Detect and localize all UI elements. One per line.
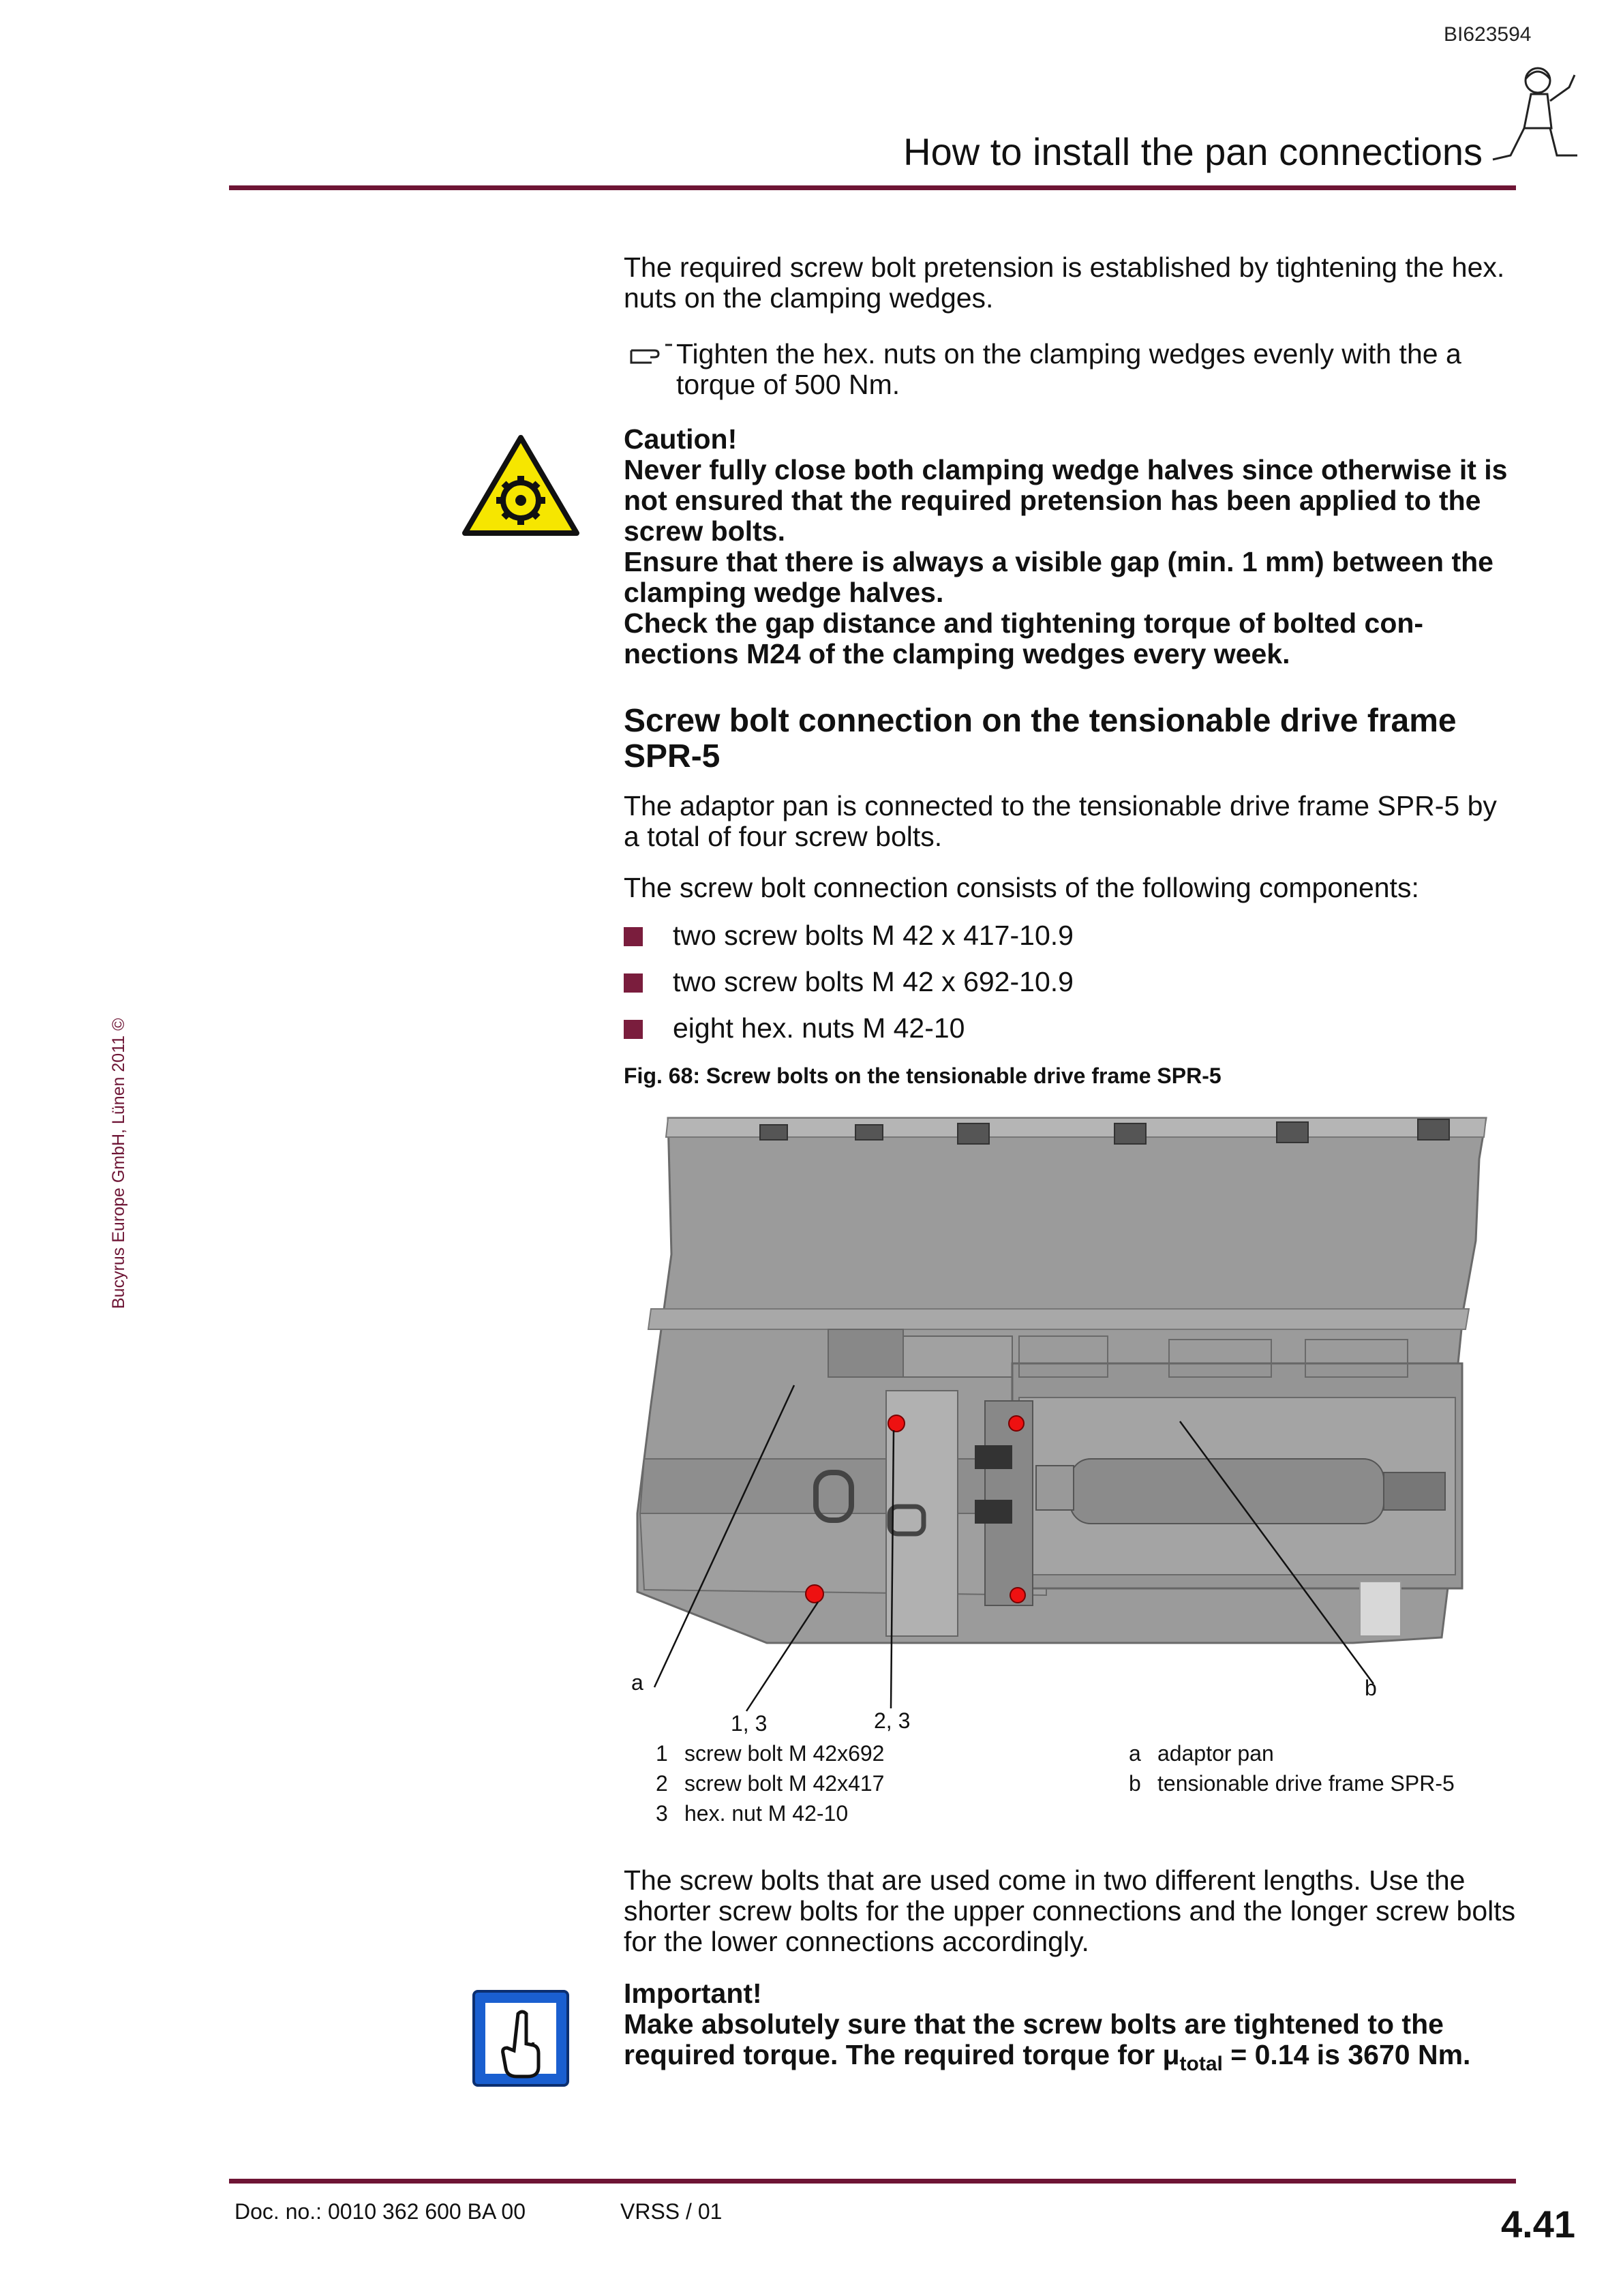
side-copyright: Bucyrus Europe GmbH, Lünen 2011 © (109, 1018, 128, 1309)
instruction-text: Tighten the hex. nuts on the clamping wedges evenly with the a torque of 500 Nm. (676, 338, 1461, 400)
footer-version: VRSS / 01 (620, 2199, 723, 2224)
callout-2-3: 2, 3 (874, 1708, 911, 1733)
document-id: BI623594 (1444, 23, 1532, 46)
callout-1-3: 1, 3 (731, 1711, 768, 1736)
section-para-2: The screw bolt connection consists of the following components: (624, 872, 1419, 903)
page-number: 4.41 (1501, 2203, 1575, 2246)
legend-item: a adaptor pan (1129, 1741, 1274, 1766)
length-paragraph: The screw bolts that are used come in two different lengths. Use the shorter screw bolts for the upper connections and the longer screw bolts for the lower connections accordingly. (624, 1864, 1516, 1957)
bullet-square-icon (624, 927, 643, 946)
footer-doc-no: Doc. no.: 0010 362 600 BA 00 (234, 2199, 526, 2224)
bullet-square-icon (624, 973, 643, 993)
worker-icon (1490, 60, 1586, 172)
legend-item: 2 screw bolt M 42x417 (656, 1771, 885, 1796)
list-item: eight hex. nuts M 42-10 (624, 1013, 1517, 1059)
caution-text-1: Never fully close both clamping wedge halves since otherwise it is not ensured that the required pretension has been applied to the screw bolts. (624, 454, 1508, 547)
intro-text: The required screw bolt pretension is established by tightening the hex. nuts on the clamping wedges. (624, 252, 1505, 314)
list-item: two screw bolts M 42 x 692-10.9 (624, 967, 1517, 1013)
section-heading: Screw bolt connection on the tensionable drive frame SPR-5 (624, 703, 1457, 774)
legend-item: 1 screw bolt M 42x692 (656, 1741, 885, 1766)
section-para-1: The adaptor pan is connected to the tensionable drive frame SPR-5 by a total of four screw bolts. (624, 790, 1497, 852)
pointing-hand-icon (628, 341, 673, 372)
legend-right (1129, 1738, 1455, 1798)
drive-frame-illustration (624, 1104, 1503, 1735)
header-rule (229, 185, 1516, 190)
important-heading: Important! (624, 1978, 762, 2009)
legend-item: 3 hex. nut M 42-10 (656, 1801, 849, 1826)
important-hand-icon (472, 1989, 570, 2091)
callout-b: b (1365, 1676, 1377, 1700)
list-item: two screw bolts M 42 x 417-10.9 (624, 920, 1517, 967)
legend-item: b tensionable drive frame SPR-5 (1129, 1771, 1455, 1796)
bullet-square-icon (624, 1020, 643, 1039)
footer-rule (229, 2179, 1516, 2184)
caution-text-3: Check the gap distance and tightening torque of bolted con-nections M24 of the clamping wedges every week. (624, 607, 1424, 669)
caution-warning-icon (461, 434, 581, 541)
caution-text-2: Ensure that there is always a visible gap (min. 1 mm) between the clamping wedge halves. (624, 546, 1493, 608)
figure-caption: Fig. 68: Screw bolts on the tensionable drive frame SPR-5 (624, 1063, 1222, 1088)
caution-heading: Caution! (624, 423, 738, 455)
callout-a: a (631, 1670, 643, 1695)
component-list (624, 920, 1517, 1059)
important-text: Make absolutely sure that the screw bolts are tightened to the required torque. The required torque for $\mu_{total} = 0.14$ is 3670 Nm. (624, 2008, 1471, 2076)
legend-left (656, 1738, 884, 1828)
page-title: How to install the pan connections (903, 130, 1483, 173)
